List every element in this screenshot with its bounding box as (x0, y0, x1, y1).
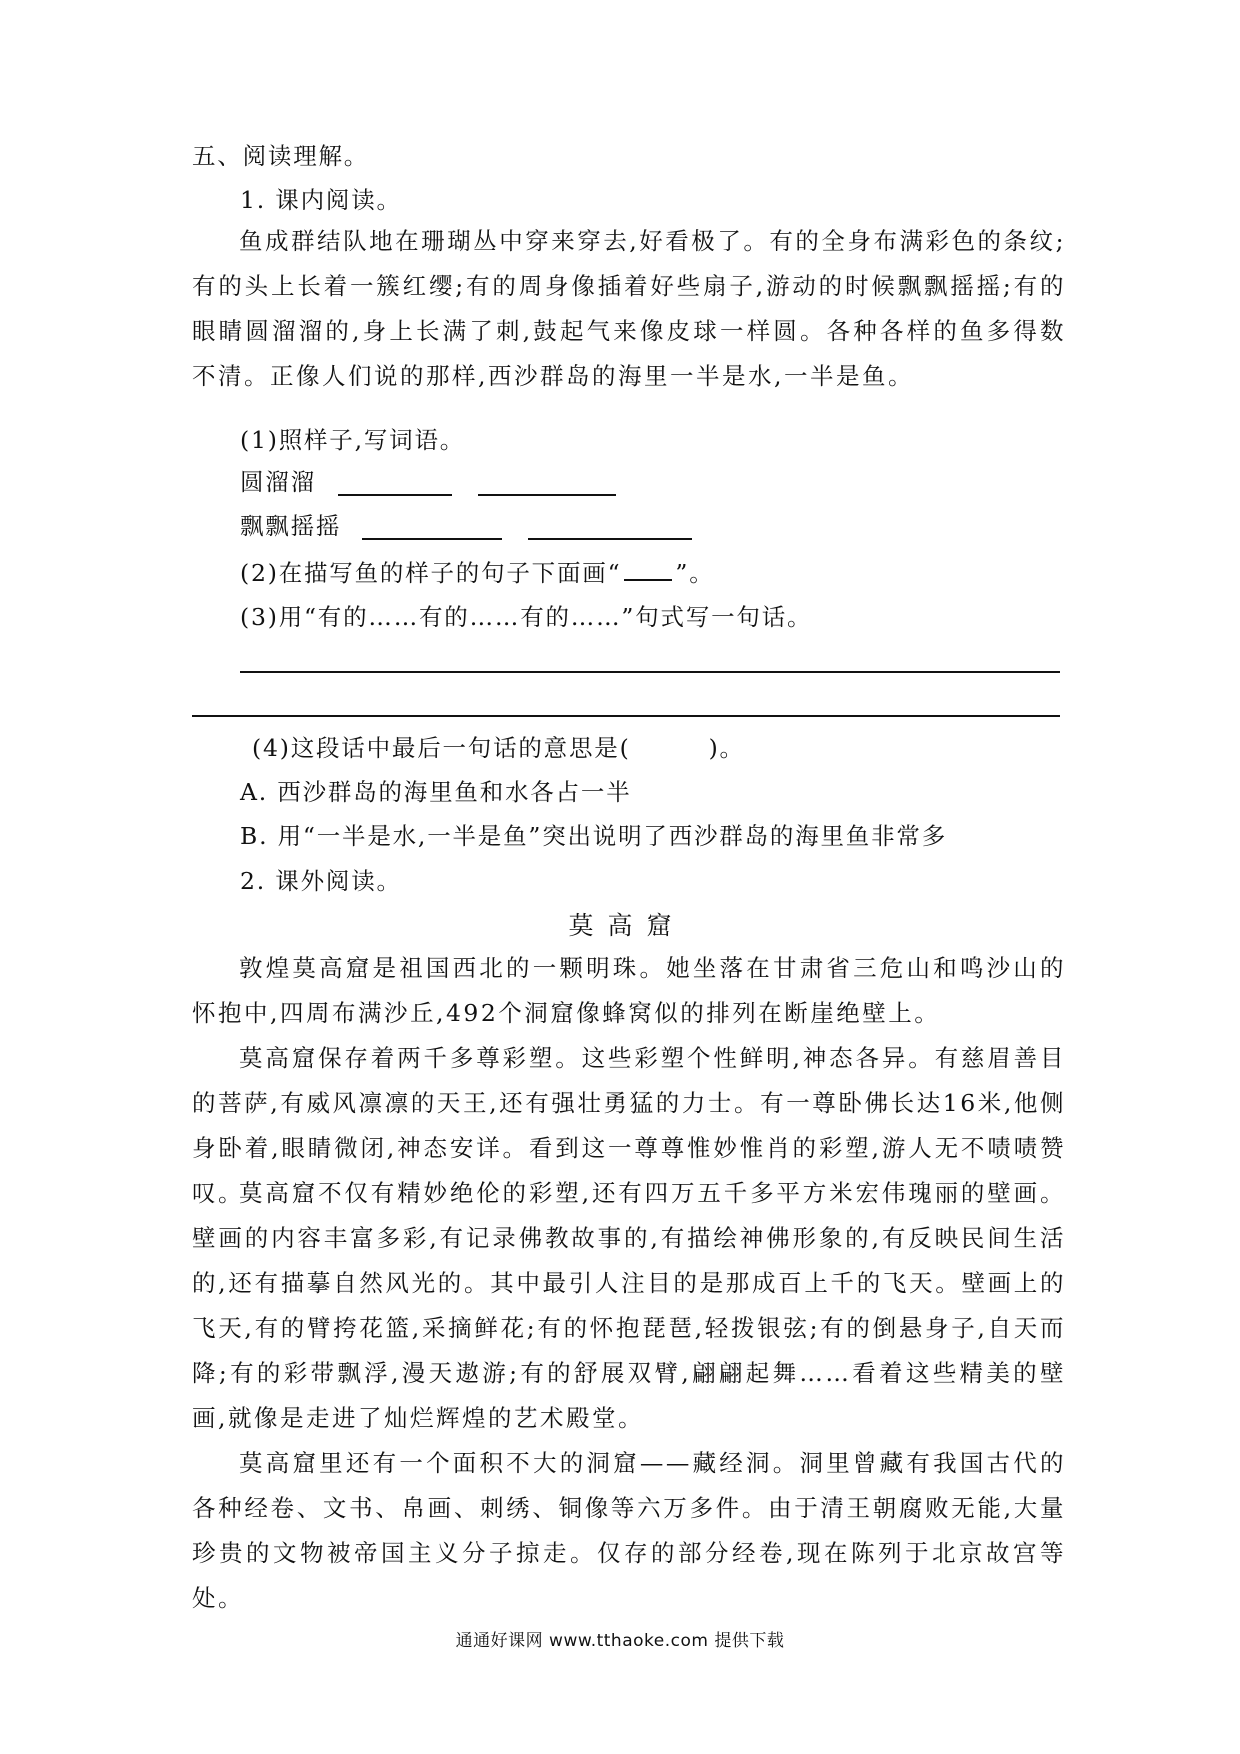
section-heading: 五、阅读理解。 (192, 142, 370, 170)
article-paragraph-4: 莫高窟里还有一个面积不大的洞窟——藏经洞。洞里曾藏有我国古代的各种经卷、文书、帛画、刺绣、铜像等六万多件。由于清王朝腐败无能,大量珍贵的文物被帝国主义分子掠走。仅存的部分经卷,现在陈列于北京故宫等处。 (192, 1449, 1066, 1612)
q1-word-example-2: 飘飘摇摇 (240, 512, 342, 540)
q1-answer-blank-1a[interactable] (338, 494, 452, 496)
q3-answer-line-2[interactable] (192, 715, 1060, 717)
question-2 (240, 557, 715, 588)
question-2-text-end: ”。 (675, 559, 715, 587)
option-b: B. 用“一半是水,一半是鱼”突出说明了西沙群岛的海里鱼非常多 (240, 822, 948, 850)
question-4-text-start: (4)这段话中最后一句话的意思是( (252, 734, 631, 762)
question-2-text-start: (2)在描写鱼的样子的句子下面画“ (240, 559, 622, 587)
underline-sample (624, 557, 672, 581)
part2-heading: 2. 课外阅读。 (240, 867, 402, 895)
part1-heading: 1. 课内阅读。 (240, 186, 402, 214)
article-paragraph-1: 敦煌莫高窟是祖国西北的一颗明珠。她坐落在甘肃省三危山和鸣沙山的怀抱中,四周布满沙丘,492个洞窟像蜂窝似的排列在断崖绝壁上。 (192, 954, 1066, 1027)
question-3: (3)用“有的……有的……有的……”句式写一句话。 (240, 603, 813, 631)
q1-answer-blank-2b[interactable] (528, 538, 692, 540)
q1-answer-blank-2a[interactable] (362, 538, 502, 540)
question-4-text-end: )。 (708, 734, 745, 762)
footer-source: 通通好课网 www.tthaoke.com 提供下载 (455, 1631, 785, 1651)
q1-word-example-1: 圆溜溜 (240, 468, 316, 496)
question-4 (252, 733, 745, 763)
article-paragraph-3: 莫高窟不仅有精妙绝伦的彩塑,还有四万五千多平方米宏伟瑰丽的壁画。壁画的内容丰富多彩,有记录佛教故事的,有描绘神佛形象的,有反映民间生活的,还有描摹自然风光的。其中最引人注目的是那成百上千的飞天。壁画上的飞天,有的臂挎花篮,采摘鲜花;有的怀抱琵琶,轻拨银弦;有的倒悬身子,自天而降;有的彩带飘浮,漫天遨游;有的舒展双臂,翩翩起舞……看着这些精美的壁画,就像是走进了灿烂辉煌的艺术殿堂。 (192, 1179, 1066, 1432)
q3-answer-line-1[interactable] (240, 671, 1060, 673)
passage-fish: 鱼成群结队地在珊瑚丛中穿来穿去,好看极了。有的全身布满彩色的条纹;有的头上长着一簇红缨;有的周身像插着好些扇子,游动的时候飘飘摇摇;有的眼睛圆溜溜的,身上长满了刺,鼓起气来像皮球一样圆。各种各样的鱼多得数不清。正像人们说的那样,西沙群岛的海里一半是水,一半是鱼。 (192, 227, 1066, 390)
article-paragraph-2: 莫高窟保存着两千多尊彩塑。这些彩塑个性鲜明,神态各异。有慈眉善目的菩萨,有威风凛凛的天王,还有强壮勇猛的力士。有一尊卧佛长达16米,他侧身卧着,眼睛微闭,神态安详。看到这一尊尊惟妙惟肖的彩塑,游人无不啧啧赞叹。 (192, 1044, 1066, 1207)
q1-answer-blank-1b[interactable] (478, 494, 616, 496)
option-a: A. 西沙群岛的海里鱼和水各占一半 (240, 778, 632, 806)
article-title: 莫高窟 (568, 911, 686, 940)
question-1: (1)照样子,写词语。 (240, 426, 466, 454)
